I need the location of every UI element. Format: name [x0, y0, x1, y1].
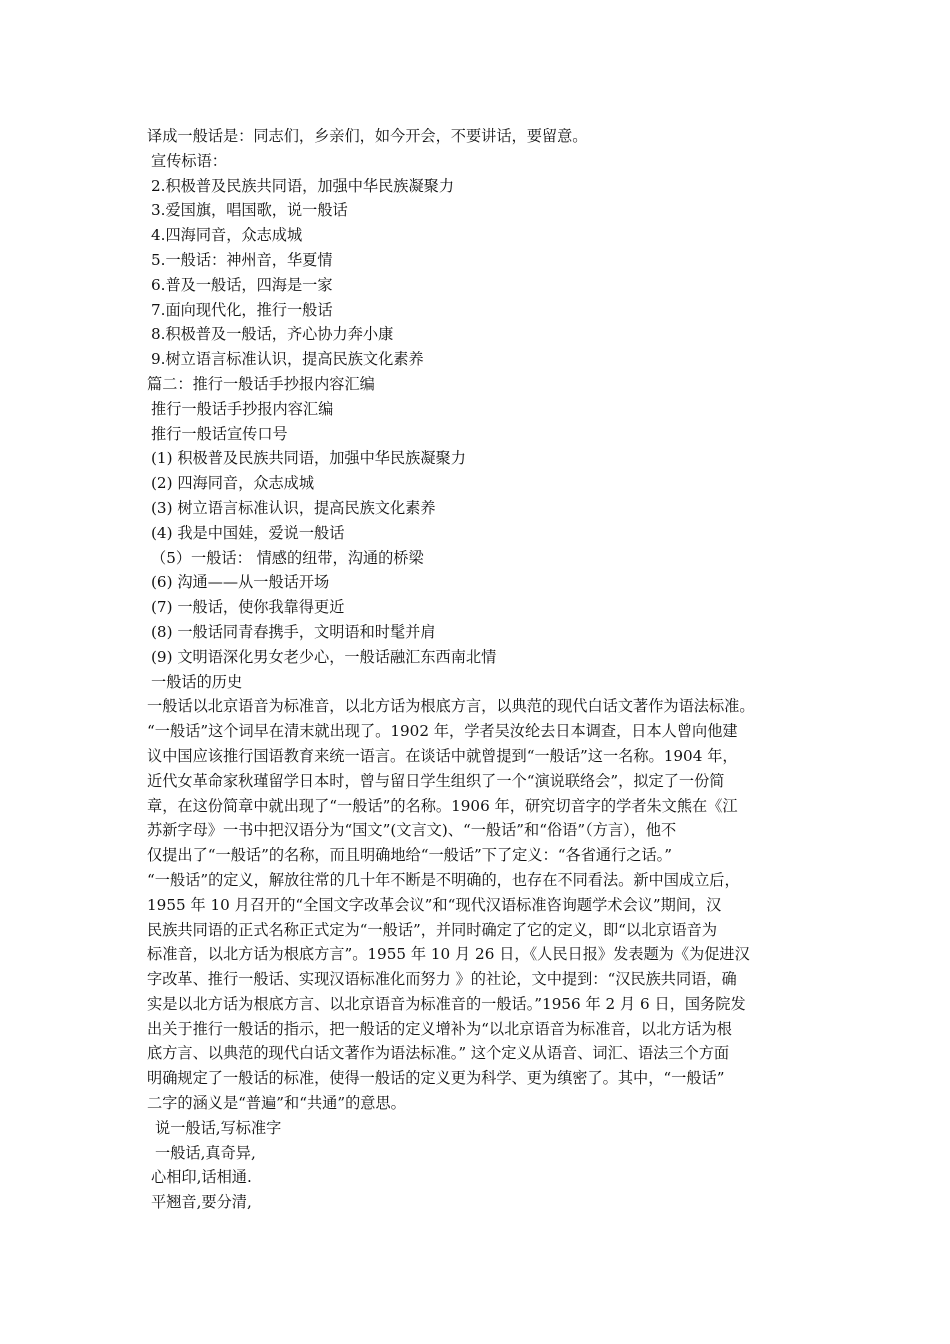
history-text-line: 出关于推行一般话的指示，把一般话的定义增补为“以北京语音为标准音，以北方话为根	[147, 1019, 732, 1038]
slogan-item: 3.爱国旗，唱国歌，说一般话	[151, 201, 348, 220]
slogan-item: 6.普及一般话，四海是一家	[151, 275, 333, 294]
history-text-line: 字改革、推行一般话、实现汉语标准化而努力 》的社论，文中提到：“汉民族共同语，确	[147, 970, 737, 989]
history-text-line: 苏新字母》一书中把汉语分为“国文”(文言文)、“一般话”和“俗语”（方言），他不	[147, 821, 677, 840]
history-text-line: 1955 年 10 月召开的“全国文字改革会议”和“现代汉语标准咨询题学术会议”期间，汉	[147, 895, 722, 914]
history-text-line: 仅提出了“一般话”的名称，而且明确地给“一般话”下了定义：“各省通行之话。”	[147, 846, 672, 865]
slogan-item: 2.积极普及民族共同语，加强中华民族凝聚力	[151, 176, 455, 195]
part2-slogan-item: (6) 沟通——从一般话开场	[151, 573, 330, 592]
slogan-item: 9.树立语言标准认识，提高民族文化素养	[151, 350, 424, 369]
history-text-line: 议中国应该推行国语教育来统一语言。在谈话中就曾提到“一般话”这一名称。1904 年，	[147, 746, 738, 765]
slogan-item: 8.积极普及一般话，齐心协力奔小康	[151, 325, 394, 344]
document-body	[147, 124, 813, 1215]
slogan-item: 7.面向现代化，推行一般话	[151, 300, 333, 319]
history-text-line: 章，在这份简章中就出现了“一般话”的名称。1906 年，研究切音字的学者朱文熊在《江	[147, 796, 738, 815]
slogan-item: 4.四海同音，众志成城	[151, 226, 303, 245]
history-text-line: 民族共同语的正式名称正式定为“一般话”，并同时确定了它的定义，即“以北京语音为	[147, 920, 718, 939]
part2-subtitle: 推行一般话手抄报内容汇编	[151, 399, 334, 418]
history-text-line: 一般话以北京语音为标准音，以北方话为根底方言，以典范的现代白话文著作为语法标准。	[147, 697, 755, 716]
rhyme-line: 心相印,话相通.	[151, 1168, 252, 1187]
part2-slogan-item: (3) 树立语言标准认识，提高民族文化素养	[151, 498, 436, 517]
part2-slogan-item: (9) 文明语深化男女老少心，一般话融汇东西南北情	[151, 647, 497, 666]
history-text-line: 底方言、以典范的现代白话文著作为语法标准。” 这个定义从语音、词汇、语法三个方面	[147, 1044, 730, 1063]
part2-slogan-item: (1) 积极普及民族共同语，加强中华民族凝聚力	[151, 449, 466, 468]
intro-line: 译成一般话是：同志们，乡亲们，如今开会，不要讲话，要留意。	[147, 127, 588, 145]
slogan-item: 5.一般话：神州音，华夏情	[151, 250, 333, 269]
part2-title: 篇二：推行一般话手抄报内容汇编	[147, 374, 375, 393]
part2-slogan-item: (7) 一般话，使你我靠得更近	[151, 598, 345, 617]
rhyme-line: 一般话,真奇异,	[155, 1143, 256, 1162]
part2-slogan-item: （5）一般话： 情感的纽带，沟通的桥梁	[151, 548, 424, 567]
part2-slogan-item: (4) 我是中国娃，爱说一般话	[151, 523, 345, 542]
history-text-line: 实是以北方话为根底方言、以北京语音为标准音的一般话。”1956 年 2 月 6 日，国务院发	[147, 994, 746, 1013]
rhyme-line: 平翘音,要分清,	[151, 1193, 252, 1212]
part2-slogan-item: (2) 四海同音，众志成城	[151, 474, 315, 493]
history-text-line: 明确规定了一般话的标准，使得一般话的定义更为科学、更为缜密了。其中，“一般话”	[147, 1069, 725, 1088]
rhyme-title: 说一般话,写标准字	[155, 1118, 282, 1137]
part2-slogan-heading: 推行一般话宣传口号	[151, 424, 288, 443]
slogans-heading: 宣传标语：	[151, 151, 227, 170]
history-text-line: 标准音，以北方话为根底方言”。1955 年 10 月 26 日，《人民日报》发表题为《为促进汉	[147, 945, 750, 964]
history-text-line: 近代女革命家秋瑾留学日本时，曾与留日学生组织了一个“演说联络会”，拟定了一份简	[147, 771, 725, 790]
history-text-line: 二字的涵义是“普遍”和“共通”的意思。	[147, 1094, 406, 1113]
history-text-line: “一般话”的定义，解放往常的几十年不断是不明确的，也存在不同看法。新中国成立后，	[147, 870, 740, 889]
part2-slogan-item: (8) 一般话同青春携手，文明语和时髦并肩	[151, 622, 436, 641]
history-heading: 一般话的历史	[151, 672, 243, 691]
history-text-line: “一般话”这个词早在清末就出现了。1902 年，学者吴汝纶去日本调查，日本人曾向他建	[147, 722, 738, 741]
